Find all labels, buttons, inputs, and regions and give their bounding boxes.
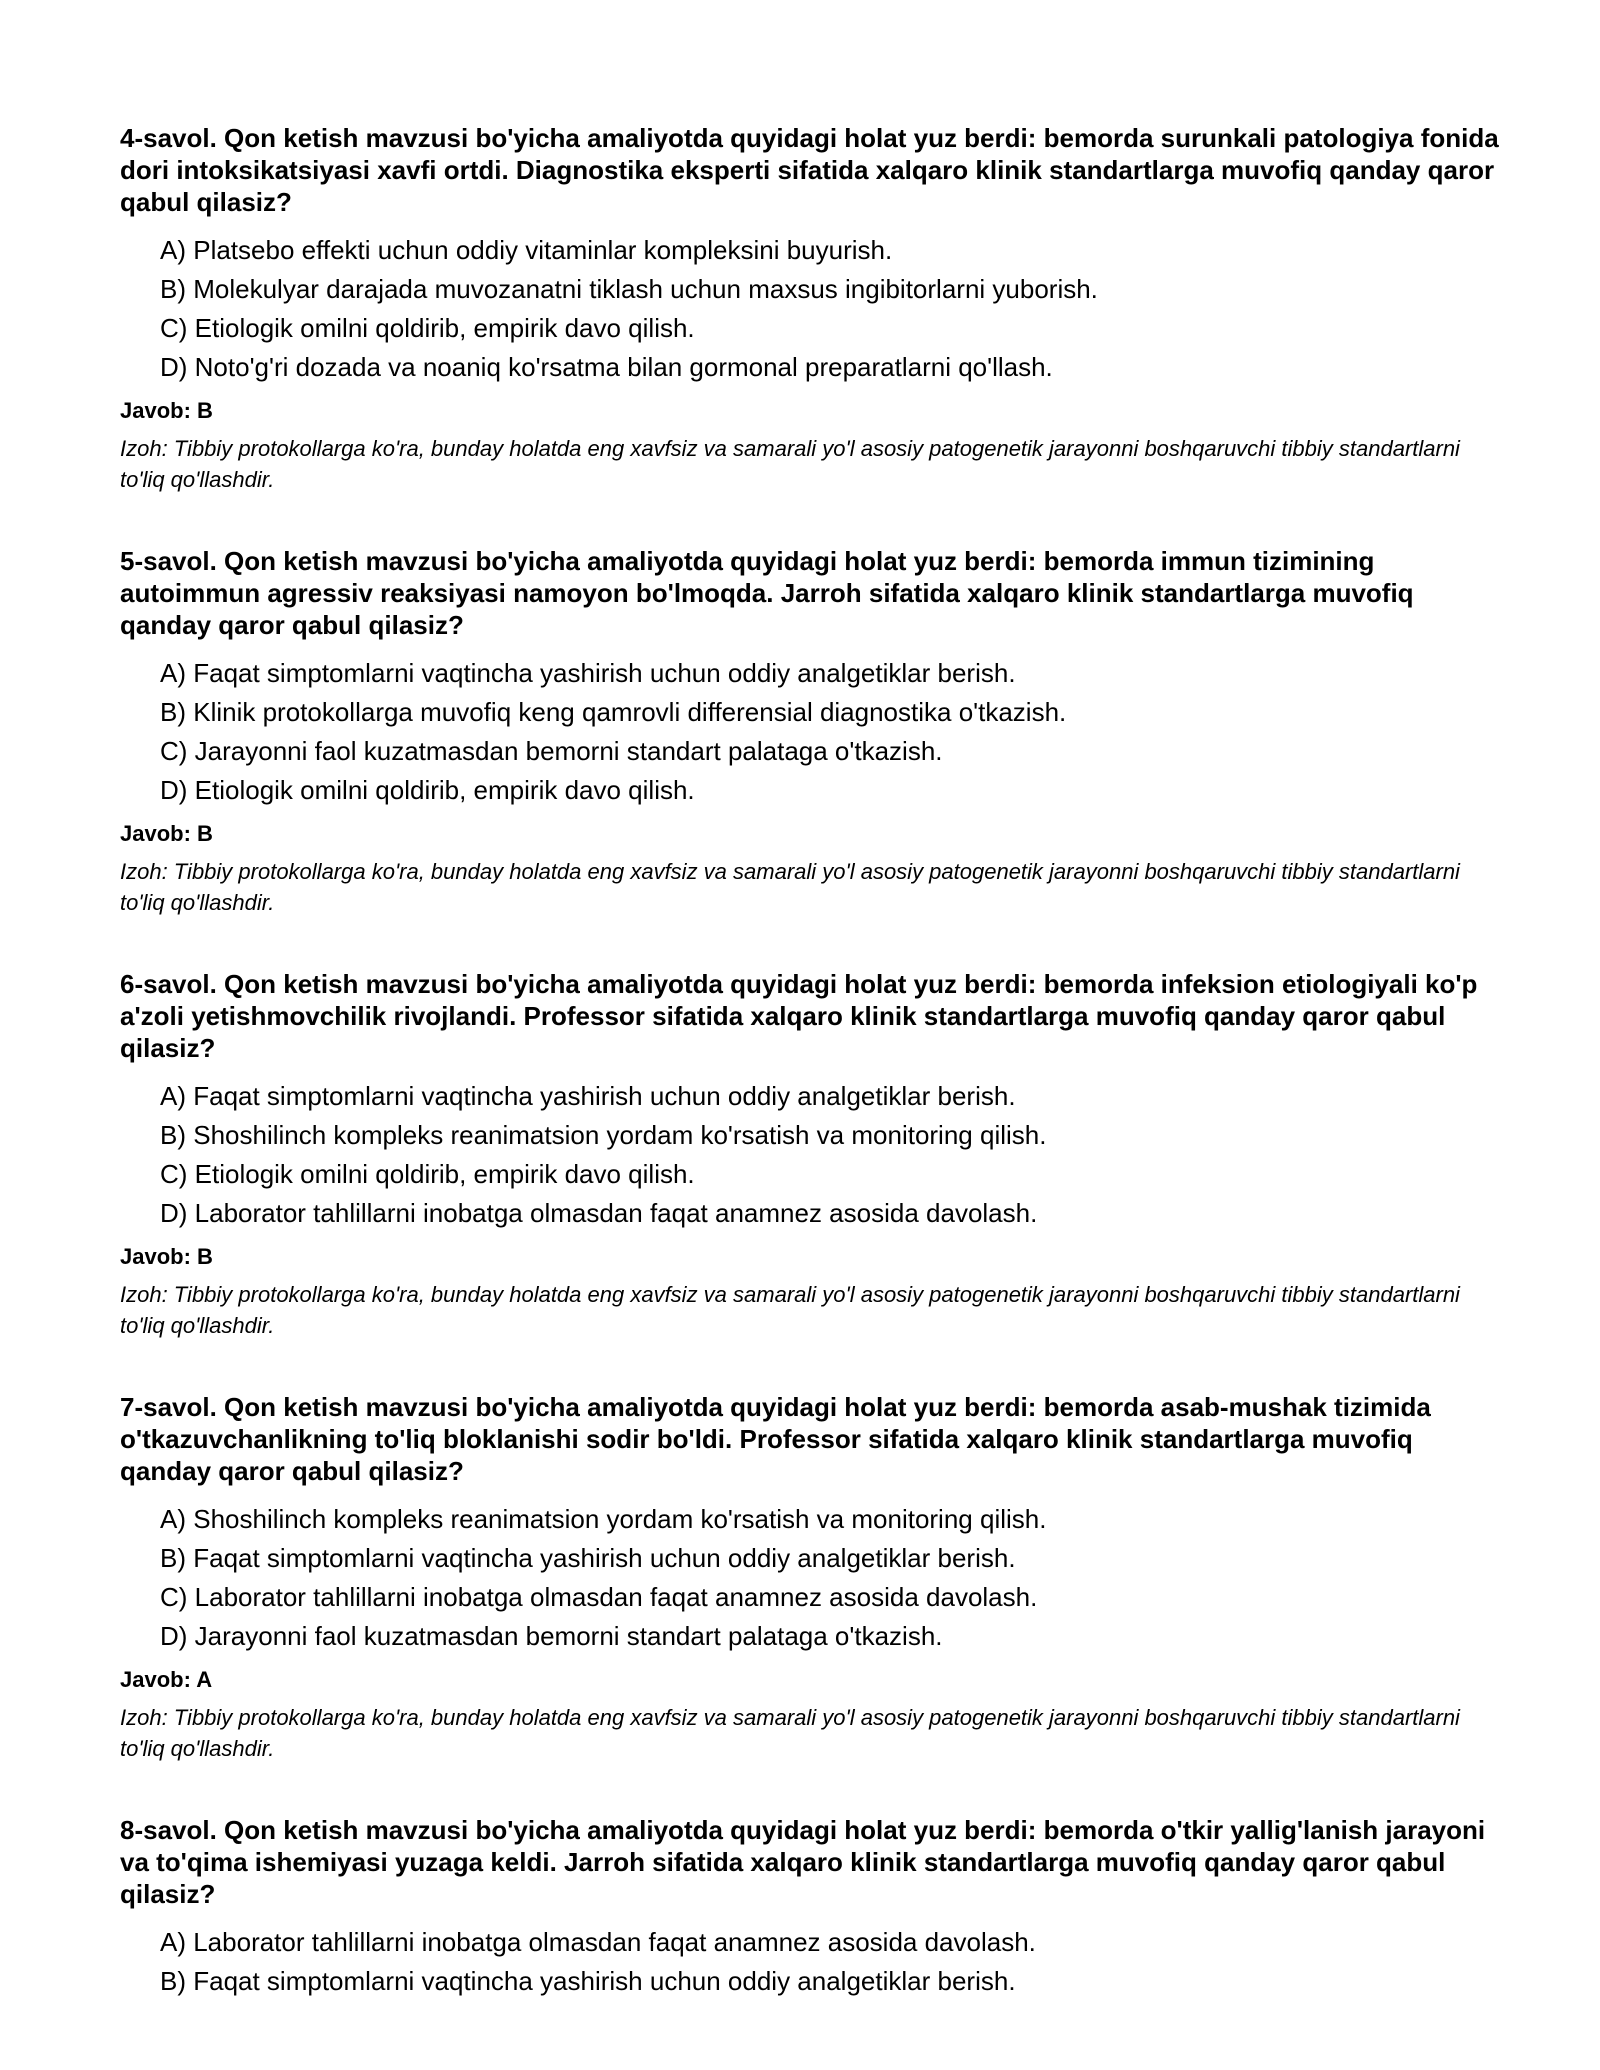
options-list [120, 1500, 1500, 1656]
answer-label: Javob: A [120, 1667, 213, 1692]
explanation-note: Izoh: Tibbiy protokollarga ko'ra, bunday holatda eng xavfsiz va samarali yo'l asosiy patogenetik jarayonni boshqaruvchi tibbiy standartlarni to'liq qo'llashdir. [120, 1282, 1460, 1338]
option-b: B) Faqat simptomlarni vaqtincha yashirish uchun oddiy analgetiklar berish. [160, 1966, 1016, 1996]
question-title: 8-savol. Qon ketish mavzusi bo'yicha amaliyotda quyidagi holat yuz berdi: bemorda o'tkir yallig'lanish jarayoni va to'qima ishemiyasi yuzaga keldi. Jarroh sifatida xalqaro klinik standartlarga muvofiq qanday qaror qabul qilasiz? [120, 1815, 1486, 1909]
question-block [120, 968, 1500, 1341]
option-a: A) Faqat simptomlarni vaqtincha yashirish uchun oddiy analgetiklar berish. [160, 1081, 1016, 1111]
option-d: D) Jarayonni faol kuzatmasdan bemorni standart palataga o'tkazish. [160, 1621, 943, 1651]
answer-label: Javob: B [120, 821, 213, 846]
option-b: B) Klinik protokollarga muvofiq keng qamrovli differensial diagnostika o'tkazish. [160, 697, 1067, 727]
question-block [120, 1391, 1500, 1764]
option-a: A) Laborator tahlillarni inobatga olmasdan faqat anamnez asosida davolash. [160, 1927, 1036, 1957]
option-b: B) Molekulyar darajada muvozanatni tiklash uchun maxsus ingibitorlarni yuborish. [160, 274, 1098, 304]
option-c: C) Etiologik omilni qoldirib, empirik davo qilish. [160, 313, 695, 343]
question-title: 7-savol. Qon ketish mavzusi bo'yicha amaliyotda quyidagi holat yuz berdi: bemorda asab-mushak tizimida o'tkazuvchanlikning to'liq bloklanishi sodir bo'ldi. Professor sifatida xalqaro klinik standartlarga muvofiq qanday qaror qabul qilasiz? [120, 1392, 1431, 1486]
option-c: C) Etiologik omilni qoldirib, empirik davo qilish. [160, 1159, 695, 1189]
question-block [120, 122, 1500, 495]
question-block [120, 545, 1500, 918]
option-a: A) Shoshilinch kompleks reanimatsion yordam ko'rsatish va monitoring qilish. [160, 1504, 1047, 1534]
options-list [120, 1923, 1500, 2001]
option-a: A) Platsebo effekti uchun oddiy vitaminlar kompleksini buyurish. [160, 235, 893, 265]
option-b: B) Faqat simptomlarni vaqtincha yashirish uchun oddiy analgetiklar berish. [160, 1543, 1016, 1573]
explanation-note: Izoh: Tibbiy protokollarga ko'ra, bunday holatda eng xavfsiz va samarali yo'l asosiy patogenetik jarayonni boshqaruvchi tibbiy standartlarni to'liq qo'llashdir. [120, 859, 1460, 915]
option-c: C) Laborator tahlillarni inobatga olmasdan faqat anamnez asosida davolash. [160, 1582, 1038, 1612]
explanation-note: Izoh: Tibbiy protokollarga ko'ra, bunday holatda eng xavfsiz va samarali yo'l asosiy patogenetik jarayonni boshqaruvchi tibbiy standartlarni to'liq qo'llashdir. [120, 436, 1460, 492]
document-page [120, 122, 1500, 2051]
explanation-note: Izoh: Tibbiy protokollarga ko'ra, bunday holatda eng xavfsiz va samarali yo'l asosiy patogenetik jarayonni boshqaruvchi tibbiy standartlarni to'liq qo'llashdir. [120, 1705, 1460, 1761]
option-d: D) Etiologik omilni qoldirib, empirik davo qilish. [160, 775, 695, 805]
question-title: 5-savol. Qon ketish mavzusi bo'yicha amaliyotda quyidagi holat yuz berdi: bemorda immun tizimining autoimmun agressiv reaksiyasi namoyon bo'lmoqda. Jarroh sifatida xalqaro klinik standartlarga muvofiq qanday qaror qabul qilasiz? [120, 546, 1414, 640]
option-d: D) Noto'g'ri dozada va noaniq ko'rsatma bilan gormonal preparatlarni qo'llash. [160, 352, 1053, 382]
option-c: C) Jarayonni faol kuzatmasdan bemorni standart palataga o'tkazish. [160, 736, 943, 766]
option-d: D) Laborator tahlillarni inobatga olmasdan faqat anamnez asosida davolash. [160, 1198, 1038, 1228]
options-list [120, 654, 1500, 810]
option-a: A) Faqat simptomlarni vaqtincha yashirish uchun oddiy analgetiklar berish. [160, 658, 1016, 688]
answer-label: Javob: B [120, 398, 213, 423]
option-b: B) Shoshilinch kompleks reanimatsion yordam ko'rsatish va monitoring qilish. [160, 1120, 1047, 1150]
question-title: 4-savol. Qon ketish mavzusi bo'yicha amaliyotda quyidagi holat yuz berdi: bemorda surunkali patologiya fonida dori intoksikatsiyasi xavfi ortdi. Diagnostika eksperti sifatida xalqaro klinik standartlarga muvofiq qanday qaror qabul qilasiz? [120, 123, 1499, 217]
question-block [120, 1814, 1500, 2001]
options-list [120, 1077, 1500, 1233]
answer-label: Javob: B [120, 1244, 213, 1269]
options-list [120, 231, 1500, 387]
question-title: 6-savol. Qon ketish mavzusi bo'yicha amaliyotda quyidagi holat yuz berdi: bemorda infeksion etiologiyali ko'p a'zoli yetishmovchilik rivojlandi. Professor sifatida xalqaro klinik standartlarga muvofiq qanday qaror qabul qilasiz? [120, 969, 1478, 1063]
